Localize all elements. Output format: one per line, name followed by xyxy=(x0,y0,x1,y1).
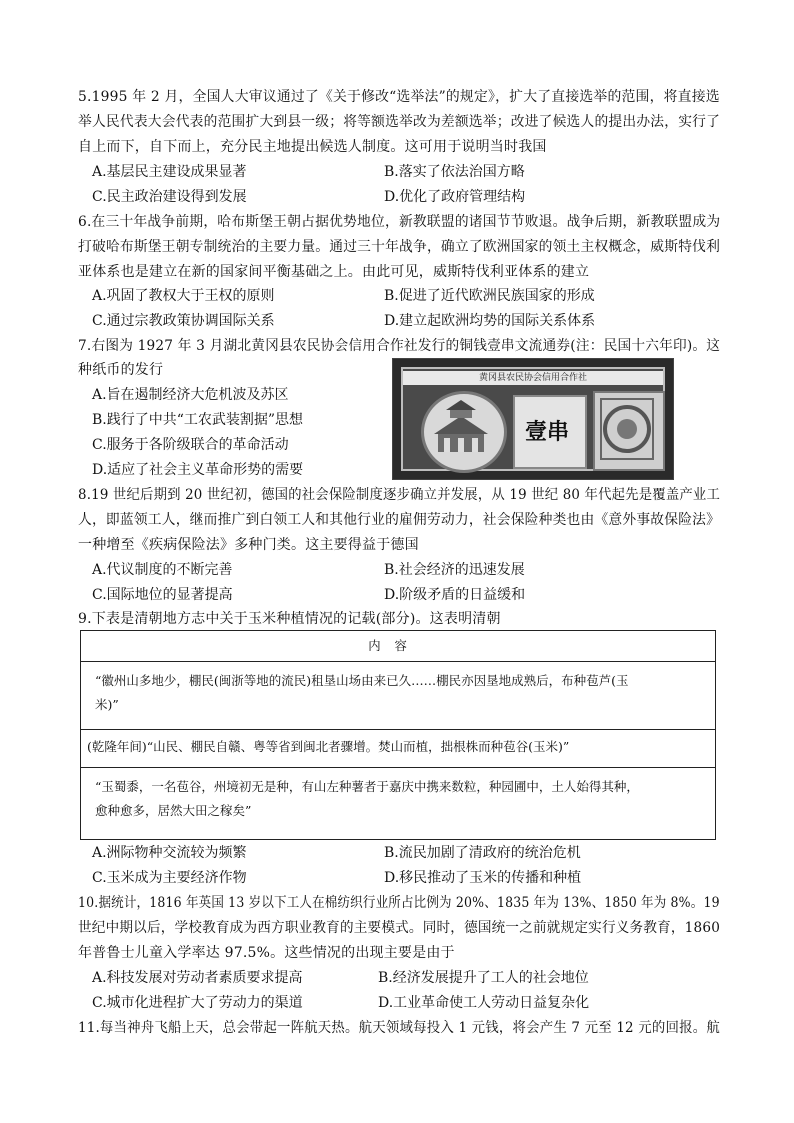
q9-option-a: A.洲际物种交流较为频繁 xyxy=(92,845,247,861)
q9-option-d: D.移民推动了玉米的传播和种植 xyxy=(384,870,582,886)
banknote-denomination xyxy=(513,395,587,469)
q8-option-b: B.社会经济的迅速发展 xyxy=(384,562,525,578)
q9-row-3-line-2: 愈种愈多，居然大田之稼矣” xyxy=(95,803,252,818)
q8-option-c: C.国际地位的显著提高 xyxy=(92,587,233,603)
q7-option-d: D.适应了社会主义革命形势的需要 xyxy=(92,462,304,478)
q6-option-a: A.巩固了教权大于王权的原则 xyxy=(92,288,275,304)
q5-stem-line-1: 5.1995 年 2 月，全国人大审议通过了《关于修改“选举法”的规定》，扩大了直接选举的范围，将直接选 xyxy=(78,89,720,105)
q6-option-c: C.通过宗教政策协调国际关系 xyxy=(92,313,275,329)
q8-option-d: D.阶级矛盾的日益缓和 xyxy=(384,587,526,603)
q9-option-b: B.流民加剧了清政府的统治危机 xyxy=(384,845,581,861)
q5-stem-line-2: 举人民代表大会代表的范围扩大到县一级；将等额选举改为差额选举；改进了候选人的提出办法，实行了 xyxy=(78,114,721,130)
q6-option-d: D.建立起欧洲均势的国际关系体系 xyxy=(384,313,596,329)
banknote-building-vignette xyxy=(421,391,507,473)
q9-row-1-line-1: “徽州山多地少，棚民(闽浙等地的流民)租垦山场由来已久……棚民亦因垦地成熟后，布种苞芦(玉 xyxy=(95,673,629,688)
q5-option-b: B.落实了依法治国方略 xyxy=(384,164,525,180)
q9-table xyxy=(80,630,716,840)
q8-stem-line-2: 人，即蓝领工人，继而推广到白领工人和其他行业的雇佣劳动力，社会保险种类也由《意外事故保险法》 xyxy=(78,512,721,528)
banknote-header-text: 黄冈县农民协会信用合作社 xyxy=(403,371,663,385)
q7-stem-line-1: 7.右图为 1927 年 3 月湖北黄冈县农民协会信用合作社发行的铜钱壹串文流通券(注：民国十六年印)。这 xyxy=(78,338,721,354)
q9-row-3-line-1: “玉蜀黍，一名苞谷，州境初无是种，有山左种薯者于嘉庆中携来数粒，种园圃中，土人始得其种， xyxy=(95,779,639,794)
q10-stem-line-1: 10.据统计，1816 年英国 13 岁以下工人在棉纺织行业所占比例为 20%、1835 年为 13%、1850 年为 8%。19 xyxy=(78,895,720,911)
pavilion-icon xyxy=(424,394,498,464)
q9-table-row-3 xyxy=(81,767,715,839)
q10-stem-line-2: 世纪中期以后，学校教育成为西方职业教育的主要模式。同时，德国统一之前就规定实行义务教育，1860 xyxy=(78,920,721,936)
q7-option-a: A.旨在遏制经济大危机波及苏区 xyxy=(92,387,289,403)
q9-stem-line-1: 9.下表是清朝地方志中关于玉米种植情况的记载(部分)。这表明清朝 xyxy=(78,611,501,627)
banknote-image xyxy=(392,358,674,480)
q9-table-row-1 xyxy=(81,661,715,730)
q10-option-a: A.科技发展对劳动者素质要求提高 xyxy=(92,970,303,986)
q9-row-2-line-1: (乾隆年间)“山民、棚民自赣、粤等省到闽北者骤增。焚山而植，拙根株而种苞谷(玉米)” xyxy=(87,739,570,754)
q7-option-b: B.践行了中共“工农武装割据”思想 xyxy=(92,412,304,428)
q8-stem-line-3: 一种增至《疾病保险法》多种门类。这主要得益于德国 xyxy=(78,537,419,553)
banknote-denomination-text: 壹串 xyxy=(525,419,570,445)
q10-option-d: D.工业革命使工人劳动日益复杂化 xyxy=(378,995,590,1011)
q6-stem-line-2: 打破哈布斯堡王朝专制统治的主要力量。通过三十年战争，确立了欧洲国家的领土主权概念，威斯特伐利 xyxy=(78,239,721,255)
q9-table-header: 内容 xyxy=(368,638,421,653)
q7-stem-line-2: 种纸币的发行 xyxy=(78,362,164,378)
q5-option-d: D.优化了政府管理结构 xyxy=(384,189,526,205)
q10-option-b: B.经济发展提升了工人的社会地位 xyxy=(378,970,589,986)
banknote-frame xyxy=(401,367,665,471)
q11-stem-line-1: 11.每当神舟飞船上天，总会带起一阵航天热。航天领域每投入 1 元钱，将会产生 7 元至 12 元的回报。航 xyxy=(78,1020,720,1036)
q9-table-row-2 xyxy=(81,729,715,768)
q10-option-c: C.城市化进程扩大了劳动力的渠道 xyxy=(92,995,303,1011)
q10-stem-line-3: 年普鲁士儿童入学率达 97.5%。这些情况的出现主要是由于 xyxy=(78,945,455,961)
q9-row-1-line-2: 米)” xyxy=(95,697,119,712)
ornament-icon xyxy=(595,393,659,465)
q9-table-header-row xyxy=(81,631,715,662)
q5-stem-line-3: 自上而下，自下而上，充分民主地提出候选人制度。这可用于说明当时我国 xyxy=(78,139,547,155)
q5-option-a: A.基层民主建设成果显著 xyxy=(92,164,247,180)
q8-option-a: A.代议制度的不断完善 xyxy=(92,562,233,578)
q5-option-c: C.民主政治建设得到发展 xyxy=(92,189,247,205)
q6-option-b: B.促进了近代欧洲民族国家的形成 xyxy=(384,288,595,304)
q7-option-c: C.服务于各阶级联合的革命活动 xyxy=(92,437,289,453)
q6-stem-line-3: 亚体系也是建立在新的国家间平衡基础之上。由此可见，威斯特伐利亚体系的建立 xyxy=(78,264,590,280)
q9-option-c: C.玉米成为主要经济作物 xyxy=(92,870,247,886)
q8-stem-line-1: 8.19 世纪后期到 20 世纪初，德国的社会保险制度逐步确立并发展，从 19 世纪 80 年代起先是覆盖产业工 xyxy=(78,487,721,503)
banknote-ornament xyxy=(593,391,665,471)
q6-stem-line-1: 6.在三十年战争前期，哈布斯堡王朝占据优势地位，新教联盟的诸国节节败退。战争后期，新教联盟成为 xyxy=(78,214,721,230)
